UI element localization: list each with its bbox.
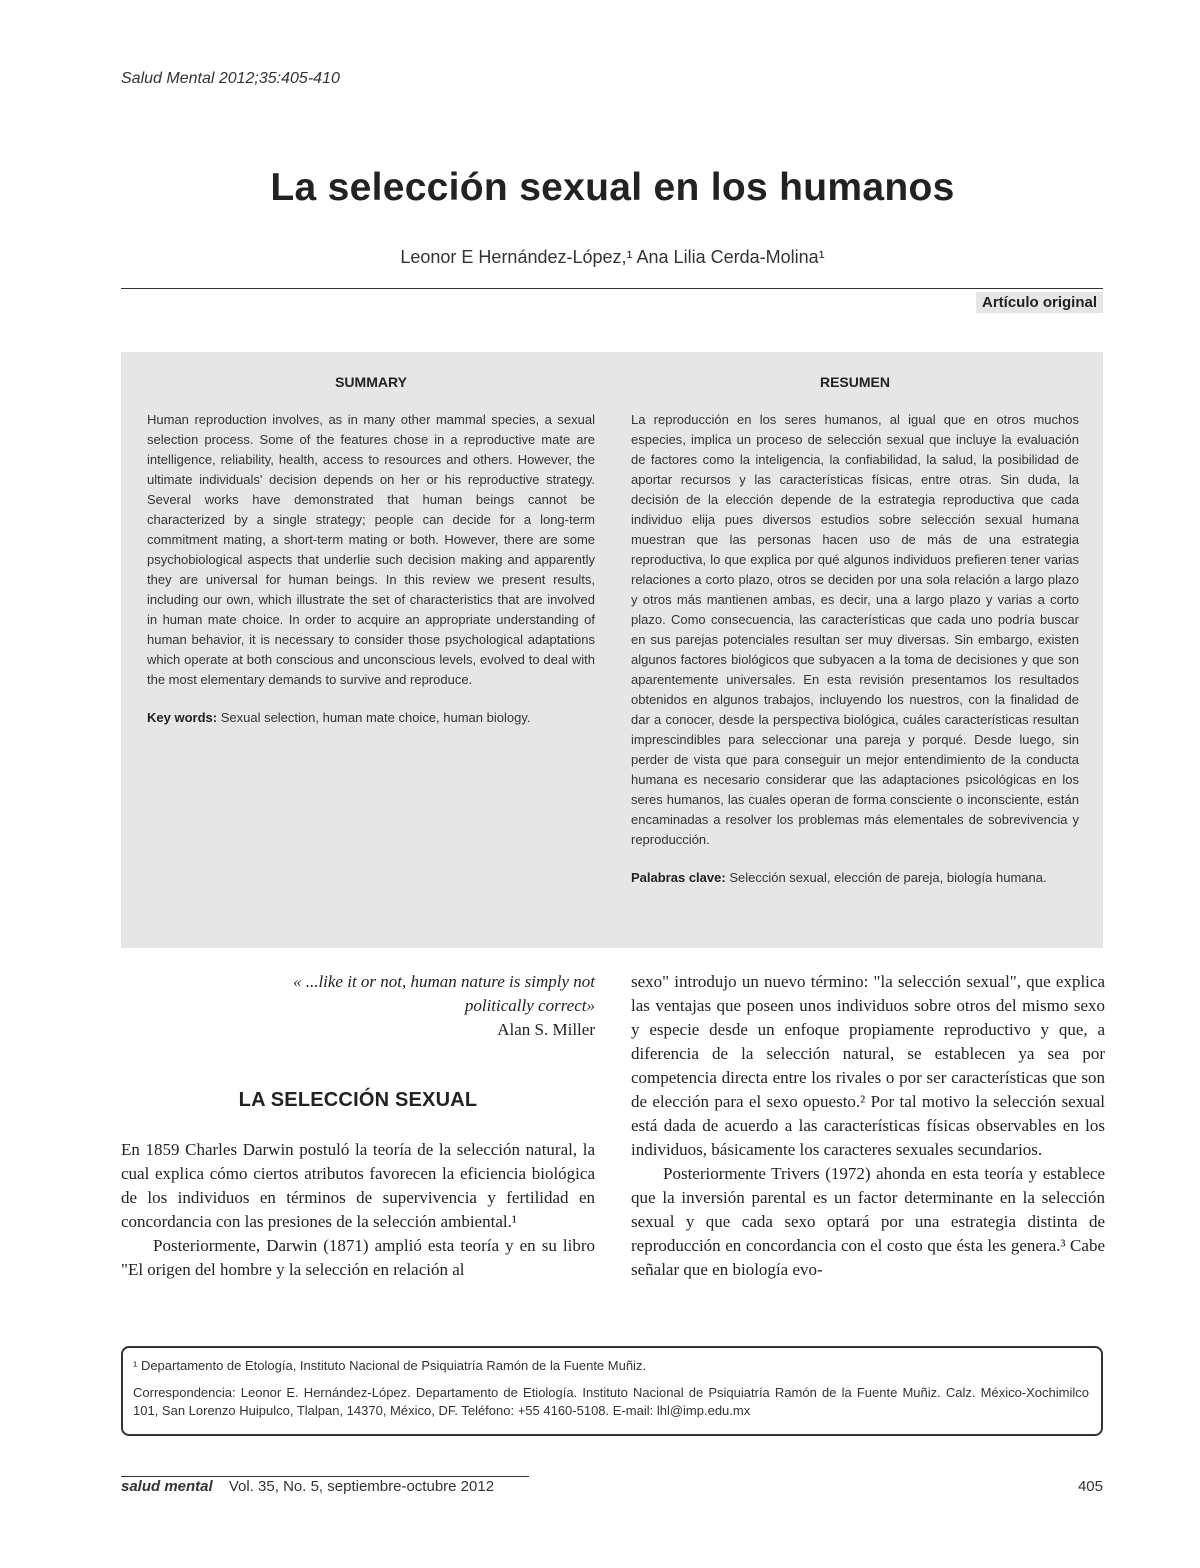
section-heading: LA SELECCIÓN SEXUAL [238, 1089, 478, 1111]
summary-heading: SUMMARY [335, 374, 407, 390]
summary-column [147, 372, 595, 746]
footer-issue: Vol. 35, No. 5, septiembre-octubre 2012 [228, 1478, 495, 1495]
body-paragraph: Posteriormente, Darwin (1871) amplió esta teoría y en su libro "El origen del hombre y la selección en relación al [121, 1236, 595, 1279]
footnote-box [121, 1346, 1103, 1436]
body-left-column [121, 970, 595, 1282]
keywords-label: Key words: [147, 710, 218, 725]
body-paragraph: En 1859 Charles Darwin postuló la teoría de la selección natural, la cual explica cómo ciertos atributos favorecen la eficiencia biológica de los individuos en términos de supervivencia y fertilidad en concordancia con las presiones de la selección ambiental.¹ [121, 1140, 595, 1231]
epigraph-quote: « ...like it or not, human nature is simply not politically correct» [292, 972, 595, 1015]
resumen-heading: RESUMEN [819, 374, 890, 390]
epigraph-author: Alan S. Miller [497, 1020, 595, 1039]
article-title: La selección sexual en los humanos [270, 166, 955, 209]
article-authors: Leonor E Hernández-López,¹ Ana Lilia Cerda-Molina¹ [400, 247, 825, 267]
body-right-column [631, 970, 1105, 1282]
palabras-clave-value: Selección sexual, elección de pareja, biología humana. [729, 870, 1047, 885]
resumen-keywords [631, 868, 1079, 888]
journal-citation: Salud Mental 2012;35:405-410 [121, 70, 340, 87]
footer-journal-name: salud mental [121, 1478, 213, 1495]
palabras-clave-label: Palabras clave: [631, 870, 726, 885]
article-type-badge: Artículo original [976, 292, 1103, 313]
correspondence-footnote: Correspondencia: Leonor E. Hernández-López. Departamento de Etiología. Instituto Nacional de Psiquiatría Ramón de la Fuente Muñiz. Calz. México-Xochimilco 101, San Lorenzo Huipulco, Tlalpan, 14370, México, DF. Teléfono: +55 4160-5108. E-mail: lhl@imp.edu.mx [133, 1385, 1089, 1418]
body-paragraph: sexo" introdujo un nuevo término: "la selección sexual", que explica las ventajas que poseen unos individuos sobre otros del mismo sexo y especie desde un enfoque propiamente reproductivo y que, a diferencia de la selección natural, se establecen ya sea por competencia directa entre los rivales o por ser características que son de elección para el sexo opuesto.² Por tal motivo la selección sexual está dada de acuerdo a las características físicas observables en los individuos, básicamente los caracteres sexuales secundarios. [631, 972, 1105, 1159]
footer-divider [121, 1476, 529, 1477]
epigraph [121, 970, 595, 1042]
keywords-value: Sexual selection, human mate choice, human biology. [220, 710, 531, 725]
body-paragraph: Posteriormente Trivers (1972) ahonda en esta teoría y establece que la inversión parental es un factor determinante en la selección sexual y que cada sexo optará por una estrategia distinta de reproducción en concordancia con el costo que ésta les genera.³ Cabe señalar que en biología evo- [631, 1164, 1105, 1279]
summary-text: Human reproduction involves, as in many other mammal species, a sexual selection process. Some of the features chose in a reproductive mate are intelligence, reliability, health, access to resources and others. However, the ultimate individuals' decision depends on her or his reproductive strategy. Several works have demonstrated that human beings cannot be characterized by a single strategy; people can decide for a long-term commitment mating, a short-term mating or both. However, there are some psychobiological aspects that underlie such decision making and apparently they are universal for human beings. In this review we present results, including our own, which illustrate the set of characteristics that are involved in human mate choice. In order to acquire an appropriate understanding of human behavior, it is necessary to consider those psychological adaptations which operate at both conscious and unconscious levels, evolved to deal with the most elementary demands to survive and reproduce. [147, 412, 595, 687]
page-footer [121, 1478, 494, 1495]
header-divider [121, 288, 1103, 289]
summary-keywords [147, 708, 595, 728]
affiliation-footnote: ¹ Departamento de Etología, Instituto Nacional de Psiquiatría Ramón de la Fuente Muñiz. [133, 1358, 647, 1373]
resumen-column [631, 372, 1079, 906]
page-number: 405 [1077, 1478, 1103, 1495]
resumen-text: La reproducción en los seres humanos, al igual que en otros muchos especies, implica un proceso de selección sexual que incluye la evaluación de factores como la inteligencia, la confiabilidad, la salud, la posibilidad de aportar recursos y las características físicas, entre otras. Sin duda, la decisión de la elección depende de la estrategia reproductiva que cada individuo elija pues diversos estudios sobre selección sexual humana muestran que las personas hacen uso de más de una estrategia reproductiva, lo que explica por qué algunos individuos prefieren tener varias relaciones a corto plazo, otros se deciden por una sola relación a largo plazo y otros más mantienen ambas, es decir, una a largo plazo y varias a corto plazo. Como consecuencia, las características que cada uno podría buscar en sus parejas potenciales resultan ser muy diversas. Sin embargo, existen algunos factores biológicos que subyacen a la toma de decisiones y que son aparentemente universales. En esta revisión presentamos los resultados obtenidos en algunos trabajos, incluyendo los nuestros, con la finalidad de dar a conocer, desde la perspectiva biológica, cuáles características resultan imprescindibles para seleccionar una pareja y porqué. Desde luego, sin perder de vista que para conseguir un mejor entendimiento de la conducta humana es necesario considerar que las adaptaciones psicológicas en los seres humanos, las cuales operan de forma consciente o inconsciente, están encaminadas a resolver los problemas más elementales de sobrevivencia y reproducción. [631, 412, 1079, 847]
